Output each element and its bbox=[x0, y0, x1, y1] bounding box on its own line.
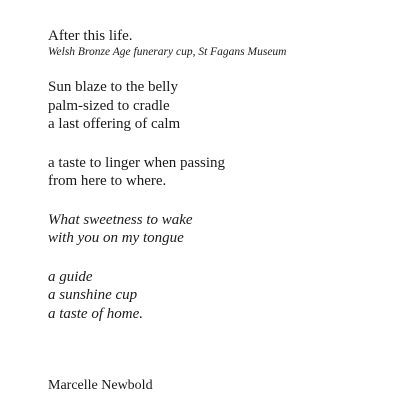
poem-line: What sweetness to wake bbox=[48, 211, 193, 228]
poem-subtitle: Welsh Bronze Age funerary cup, St Fagans Museum bbox=[48, 46, 287, 58]
stanza-3 bbox=[48, 211, 388, 248]
poem-title: After this life. bbox=[48, 28, 133, 44]
poem-line: a taste to linger when passing bbox=[48, 154, 226, 171]
stanza-1 bbox=[48, 78, 388, 134]
poem bbox=[48, 27, 388, 343]
poem-line: a guide bbox=[48, 268, 93, 285]
poem-line: a last offering of calm bbox=[48, 116, 181, 132]
poem-author: Marcelle Newbold bbox=[48, 378, 153, 393]
poem-line: palm-sized to cradle bbox=[48, 97, 170, 114]
poem-line: with you on my tongue bbox=[48, 230, 184, 246]
poem-line: a taste of home. bbox=[48, 305, 143, 322]
stanza-4 bbox=[48, 268, 388, 324]
poem-line: Sun blaze to the belly bbox=[48, 79, 178, 95]
stanza-2 bbox=[48, 154, 388, 191]
poem-line: from here to where. bbox=[48, 173, 167, 189]
poem-line: a sunshine cup bbox=[48, 287, 138, 303]
